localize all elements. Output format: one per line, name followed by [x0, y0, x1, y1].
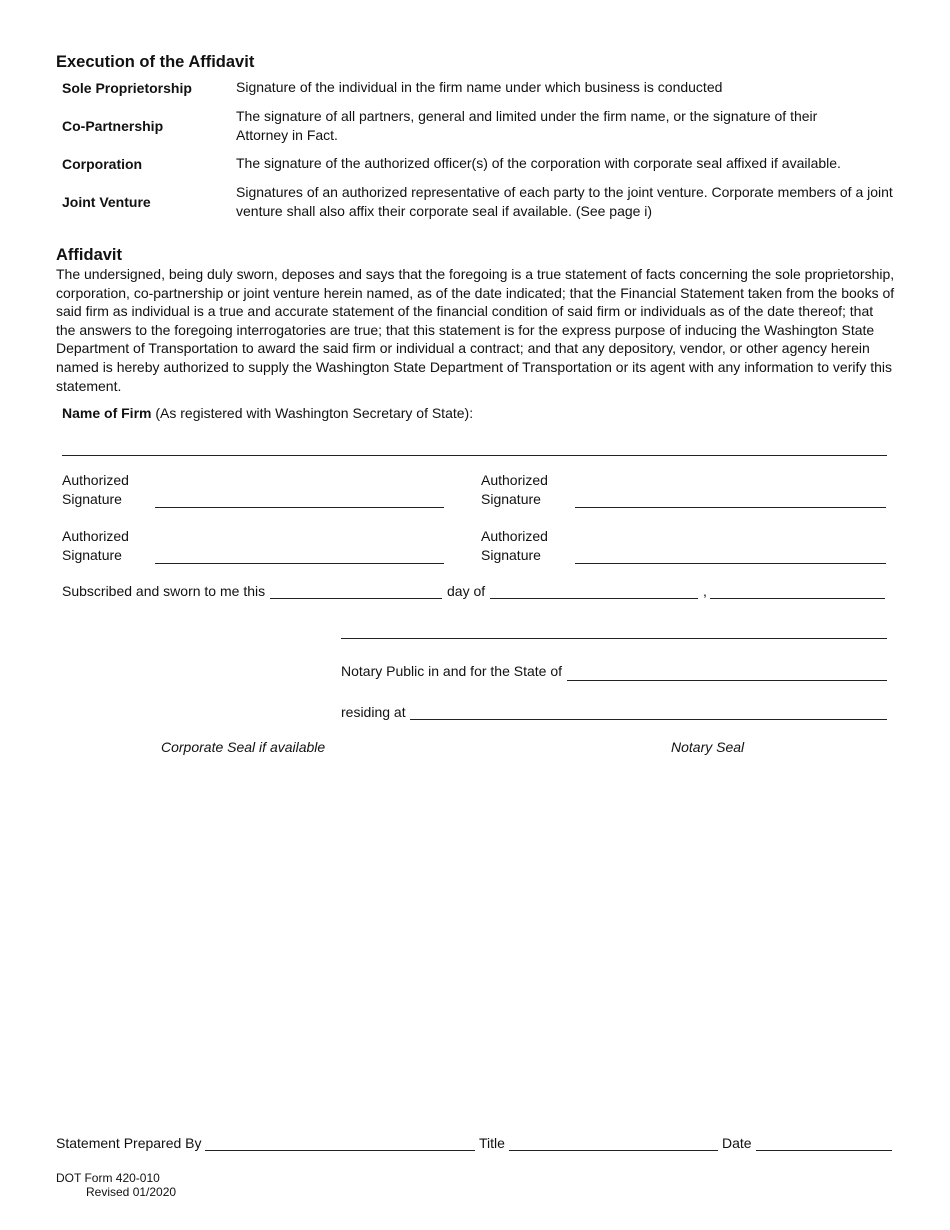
notary-state-field[interactable]	[567, 680, 887, 681]
title-field[interactable]	[509, 1150, 718, 1151]
affidavit-heading: Affidavit	[56, 246, 122, 264]
definition-joint-venture: Signatures of an authorized representative of each party to the joint venture. Corporate members of a joint venture shall also affix their corporate seal if available. (See page i)	[236, 184, 893, 219]
definition-sole-proprietorship: Signature of the individual in the firm name under which business is conducted	[236, 79, 723, 95]
term-joint-venture: Joint Venture	[62, 194, 151, 210]
term-sole-proprietorship: Sole Proprietorship	[62, 80, 192, 96]
form-revised: Revised 01/2020	[86, 1185, 177, 1199]
sworn-day-of: day of	[447, 583, 486, 599]
firm-name-field[interactable]	[62, 455, 887, 456]
sworn-year-field[interactable]	[710, 598, 885, 599]
authorized-signature-label-1	[62, 471, 129, 509]
notary-seal-label: Notary Seal	[671, 739, 745, 755]
firm-name-label-bold: Name of Firm	[62, 405, 152, 421]
notary-state-label: Notary Public in and for the State of	[341, 663, 563, 679]
affidavit-body: The undersigned, being duly sworn, deposes and says that the foregoing is a true statement of facts concerning the sole proprietorship, corporation, co-partnership or joint venture herein named, as of the date indicated; that the Financial Statement taken from the books of said firm as individual is a true and accurate statement of the financial condition of said firm or individuals as of the date thereof; that the answers to the foregoing interrogatories are true; that this statement is for the express purpose of inducing the Washington State Department of Transportation to award the said firm or individual a contract; and that any depository, vendor, or other agency herein named is hereby authorized to supply the Washington State Department of Transportation or its agent with any information to verify this statement.	[56, 266, 895, 394]
auth-label-line2: Signature	[62, 491, 122, 507]
date-field[interactable]	[756, 1150, 892, 1151]
sworn-day-field[interactable]	[270, 598, 442, 599]
notary-signature-field[interactable]	[341, 638, 887, 639]
auth-label-line1: Authorized	[481, 528, 548, 544]
auth-label-line1: Authorized	[62, 528, 129, 544]
corporate-seal-label: Corporate Seal if available	[161, 739, 326, 755]
execution-heading: Execution of the Affidavit	[56, 53, 255, 71]
date-label: Date	[722, 1135, 752, 1151]
auth-label-line2: Signature	[481, 491, 541, 507]
authorized-signature-label-2	[481, 471, 548, 509]
definition-corporation: The signature of the authorized officer(s) of the corporation with corporate seal affixed if available.	[236, 155, 841, 171]
authorized-signature-label-4	[481, 527, 548, 565]
auth-label-line2: Signature	[481, 547, 541, 563]
term-corporation: Corporation	[62, 156, 143, 172]
sworn-prefix: Subscribed and sworn to me this	[62, 583, 266, 599]
authorized-signature-field-4[interactable]	[575, 563, 886, 564]
prepared-by-field[interactable]	[205, 1150, 475, 1151]
term-co-partnership: Co-Partnership	[62, 118, 164, 134]
firm-name-note: (As registered with Washington Secretary of State):	[155, 405, 474, 421]
form-number: DOT Form 420-010	[56, 1171, 160, 1185]
firm-name-label	[62, 404, 473, 422]
auth-label-line2: Signature	[62, 547, 122, 563]
auth-label-line1: Authorized	[481, 472, 548, 488]
prepared-by-label: Statement Prepared By	[56, 1135, 202, 1151]
sworn-comma: ,	[703, 583, 707, 599]
title-label: Title	[479, 1135, 505, 1151]
authorized-signature-label-3	[62, 527, 129, 565]
authorized-signature-field-2[interactable]	[575, 507, 886, 508]
notary-residing-field[interactable]	[410, 719, 887, 720]
authorized-signature-field-3[interactable]	[155, 563, 444, 564]
auth-label-line1: Authorized	[62, 472, 129, 488]
definition-co-partnership: The signature of all partners, general and limited under the firm name, or the signature of their Attorney in Fact.	[236, 108, 818, 143]
authorized-signature-field-1[interactable]	[155, 507, 444, 508]
sworn-month-field[interactable]	[490, 598, 698, 599]
notary-residing-label: residing at	[341, 704, 406, 720]
